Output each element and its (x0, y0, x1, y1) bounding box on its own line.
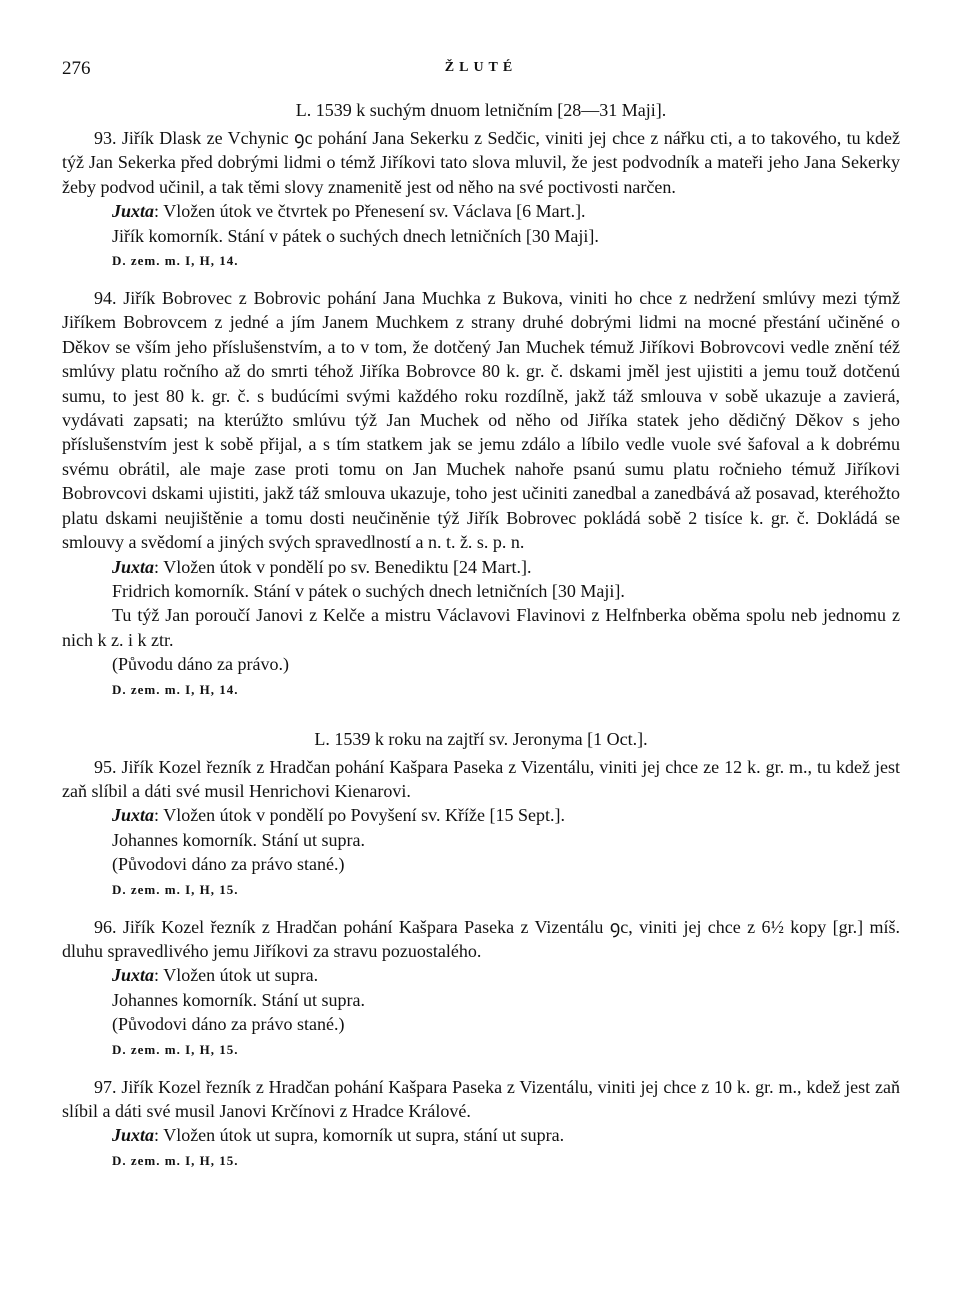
juxta-label: Juxta (112, 965, 155, 986)
verdict-line: (Původovi dáno za právo stané.) (112, 1014, 345, 1035)
summons-line: Jiřík komorník. Stání v pátek o suchých dnech letničních [30 Maji]. (112, 225, 599, 246)
source-reference: D. zem. m. I, H, 14. (112, 681, 239, 697)
spacer (62, 901, 900, 915)
juxta-line (62, 199, 900, 223)
entry-96 (62, 915, 900, 1061)
entry-text: 96. Jiřík Kozel řezník z Hradčan pohání Kašpara Paseka z Vizentálu ꝯc, viniti jej chce z 6½ kopy [gr.] míš. dluhu spravedlivého jemu Jiříkovi za stravu pozuostalého. (62, 916, 900, 961)
juxta-line (62, 963, 900, 987)
spacer (62, 1061, 900, 1075)
page-header (62, 58, 900, 98)
summons-line: Johannes komorník. Stání ut supra. (112, 989, 365, 1010)
page-number: 276 (62, 58, 91, 79)
entry-text: 94. Jiřík Bobrovec z Bobrovic pohání Jana Muchka z Bukova, viniti ho chce z nedržení smlúvy mezi týmž Jiříkem Bobrovcem z jedné a jím Janem Muchkem z strany druhé dobrými lidmi na mocné přestání učiněné o Děkov se vším jeho příslušenstvím, a to v tom, že dotčený Jan Muchek témuž Jiříkovi Bobrovcovi vedle znění též smlúvy platu ročního až do smrti téhož Jiříka Bobrovce 80 k. gr. č. dskami jměl jest ujistiti a jemu touž dotčenú sumu, to jest 80 k. gr. č. s budúcími svými každého roku rozdílně, jakž táž smlouva v sobě ukazuje a zavierá, vydávati zapsati; na kterúžto smlúvu týž Jan Muchek od něho od Jiříka statek jeho dědičný Děkov s jeho příslušenstvím jest k sobě přijal, a s tím statkem jak se jemu zdálo a líbilo vedle vuole své šafoval a k dobrému svému obrátil, ale maje zase proti tomu on Jan Muchek nahoře psanú sumu platu ročnieho témuž Jiříkovi Bobrovcovi dskami ujistiti, jakž táž smlouva ukazuje, toho jest učiniti zanedbal a zanedbává až posavad, kteréhožto platu dskami neujištěnie a tomu dosti neučiněnie týž Jiřík Bobrovec pokládá sobě 2 tisíce k. gr. č. Dokládá se smlouvy a svědomí a jiných svých spravedlností a n. t. ž. s. p. n. (62, 288, 900, 553)
juxta-text: : Vložen útok ut supra, komorník ut supra, stání ut supra. (154, 1125, 565, 1146)
section-heading: L. 1539 k suchým dnuom letničním [28—31 Maji]. (295, 100, 667, 120)
summons-line: Johannes komorník. Stání ut supra. (112, 829, 365, 850)
entry-text: 93. Jiřík Dlask ze Vchynic ꝯc pohání Jana Sekerku z Sedčic, viniti jej chce z nářku cti, a to takového, tu kdež týž Jan Sekerka před dobrými lidmi o témž Jiříkovi tato slova mluvil, že jest podvodník a mateři jeho Jana Sekerky žeby podvod učinil, a tak těmi slovy znamenitě jest od něho na své poctivosti narčen. (62, 128, 900, 197)
spacer (62, 272, 900, 286)
juxta-line (62, 803, 900, 827)
summons-line: Fridrich komorník. Stání v pátek o suchých dnech letničních [30 Maji]. (112, 580, 625, 601)
verdict-line: (Původu dáno za právo.) (112, 654, 289, 675)
juxta-line (62, 1123, 900, 1147)
juxta-label: Juxta (112, 556, 155, 577)
juxta-label: Juxta (112, 1125, 155, 1146)
source-reference: D. zem. m. I, H, 15. (112, 881, 239, 897)
entry-97 (62, 1075, 900, 1172)
entry-text: 95. Jiřík Kozel řezník z Hradčan pohání Kašpara Paseka z Vizentálu, viniti jej chce ze 12 k. gr. m., tu kdež jest zaň slíbil a dáti své musil Henrichovi Kienarovi. (62, 756, 900, 801)
juxta-text: : Vložen útok v pondělí po Povyšení sv. Kříže [15 Sept.]. (154, 805, 565, 826)
verdict-line: (Původovi dáno za právo stané.) (112, 854, 345, 875)
section-heading: L. 1539 k roku na zajtří sv. Jeronyma [1 Oct.]. (314, 728, 648, 749)
juxta-text: : Vložen útok ve čtvrtek po Přenesení sv. Václava [6 Mart.]. (154, 201, 586, 222)
source-reference: D. zem. m. I, H, 14. (112, 253, 239, 269)
entry-text: 97. Jiřík Kozel řezník z Hradčan pohání Kašpara Paseka z Vizentálu, viniti jej chce z 10 k. gr. m., kdež jest zaň slíbil a dáti své musil Janovi Krčínovi z Hradce Králové. (62, 1076, 900, 1121)
source-reference: D. zem. m. I, H, 15. (112, 1041, 239, 1057)
delegation-line: Tu týž Jan poroučí Janovi z Kelče a mistru Václavovi Flavinovi z Helfnberka oběma spolu neb jednomu z nich k z. i k ztr. (62, 605, 900, 650)
spacer (62, 701, 900, 727)
juxta-text: : Vložen útok v pondělí po sv. Benediktu [24 Mart.]. (154, 556, 532, 577)
entry-94 (62, 286, 900, 701)
juxta-label: Juxta (112, 201, 155, 222)
juxta-text: : Vložen útok ut supra. (154, 965, 319, 986)
juxta-label: Juxta (112, 805, 155, 826)
entry-93 (62, 126, 900, 272)
entry-95 (62, 755, 900, 901)
source-reference: D. zem. m. I, H, 15. (112, 1152, 239, 1168)
juxta-line (62, 555, 900, 579)
running-title: ŽLUTÉ (444, 60, 518, 75)
document-page (62, 0, 900, 1172)
